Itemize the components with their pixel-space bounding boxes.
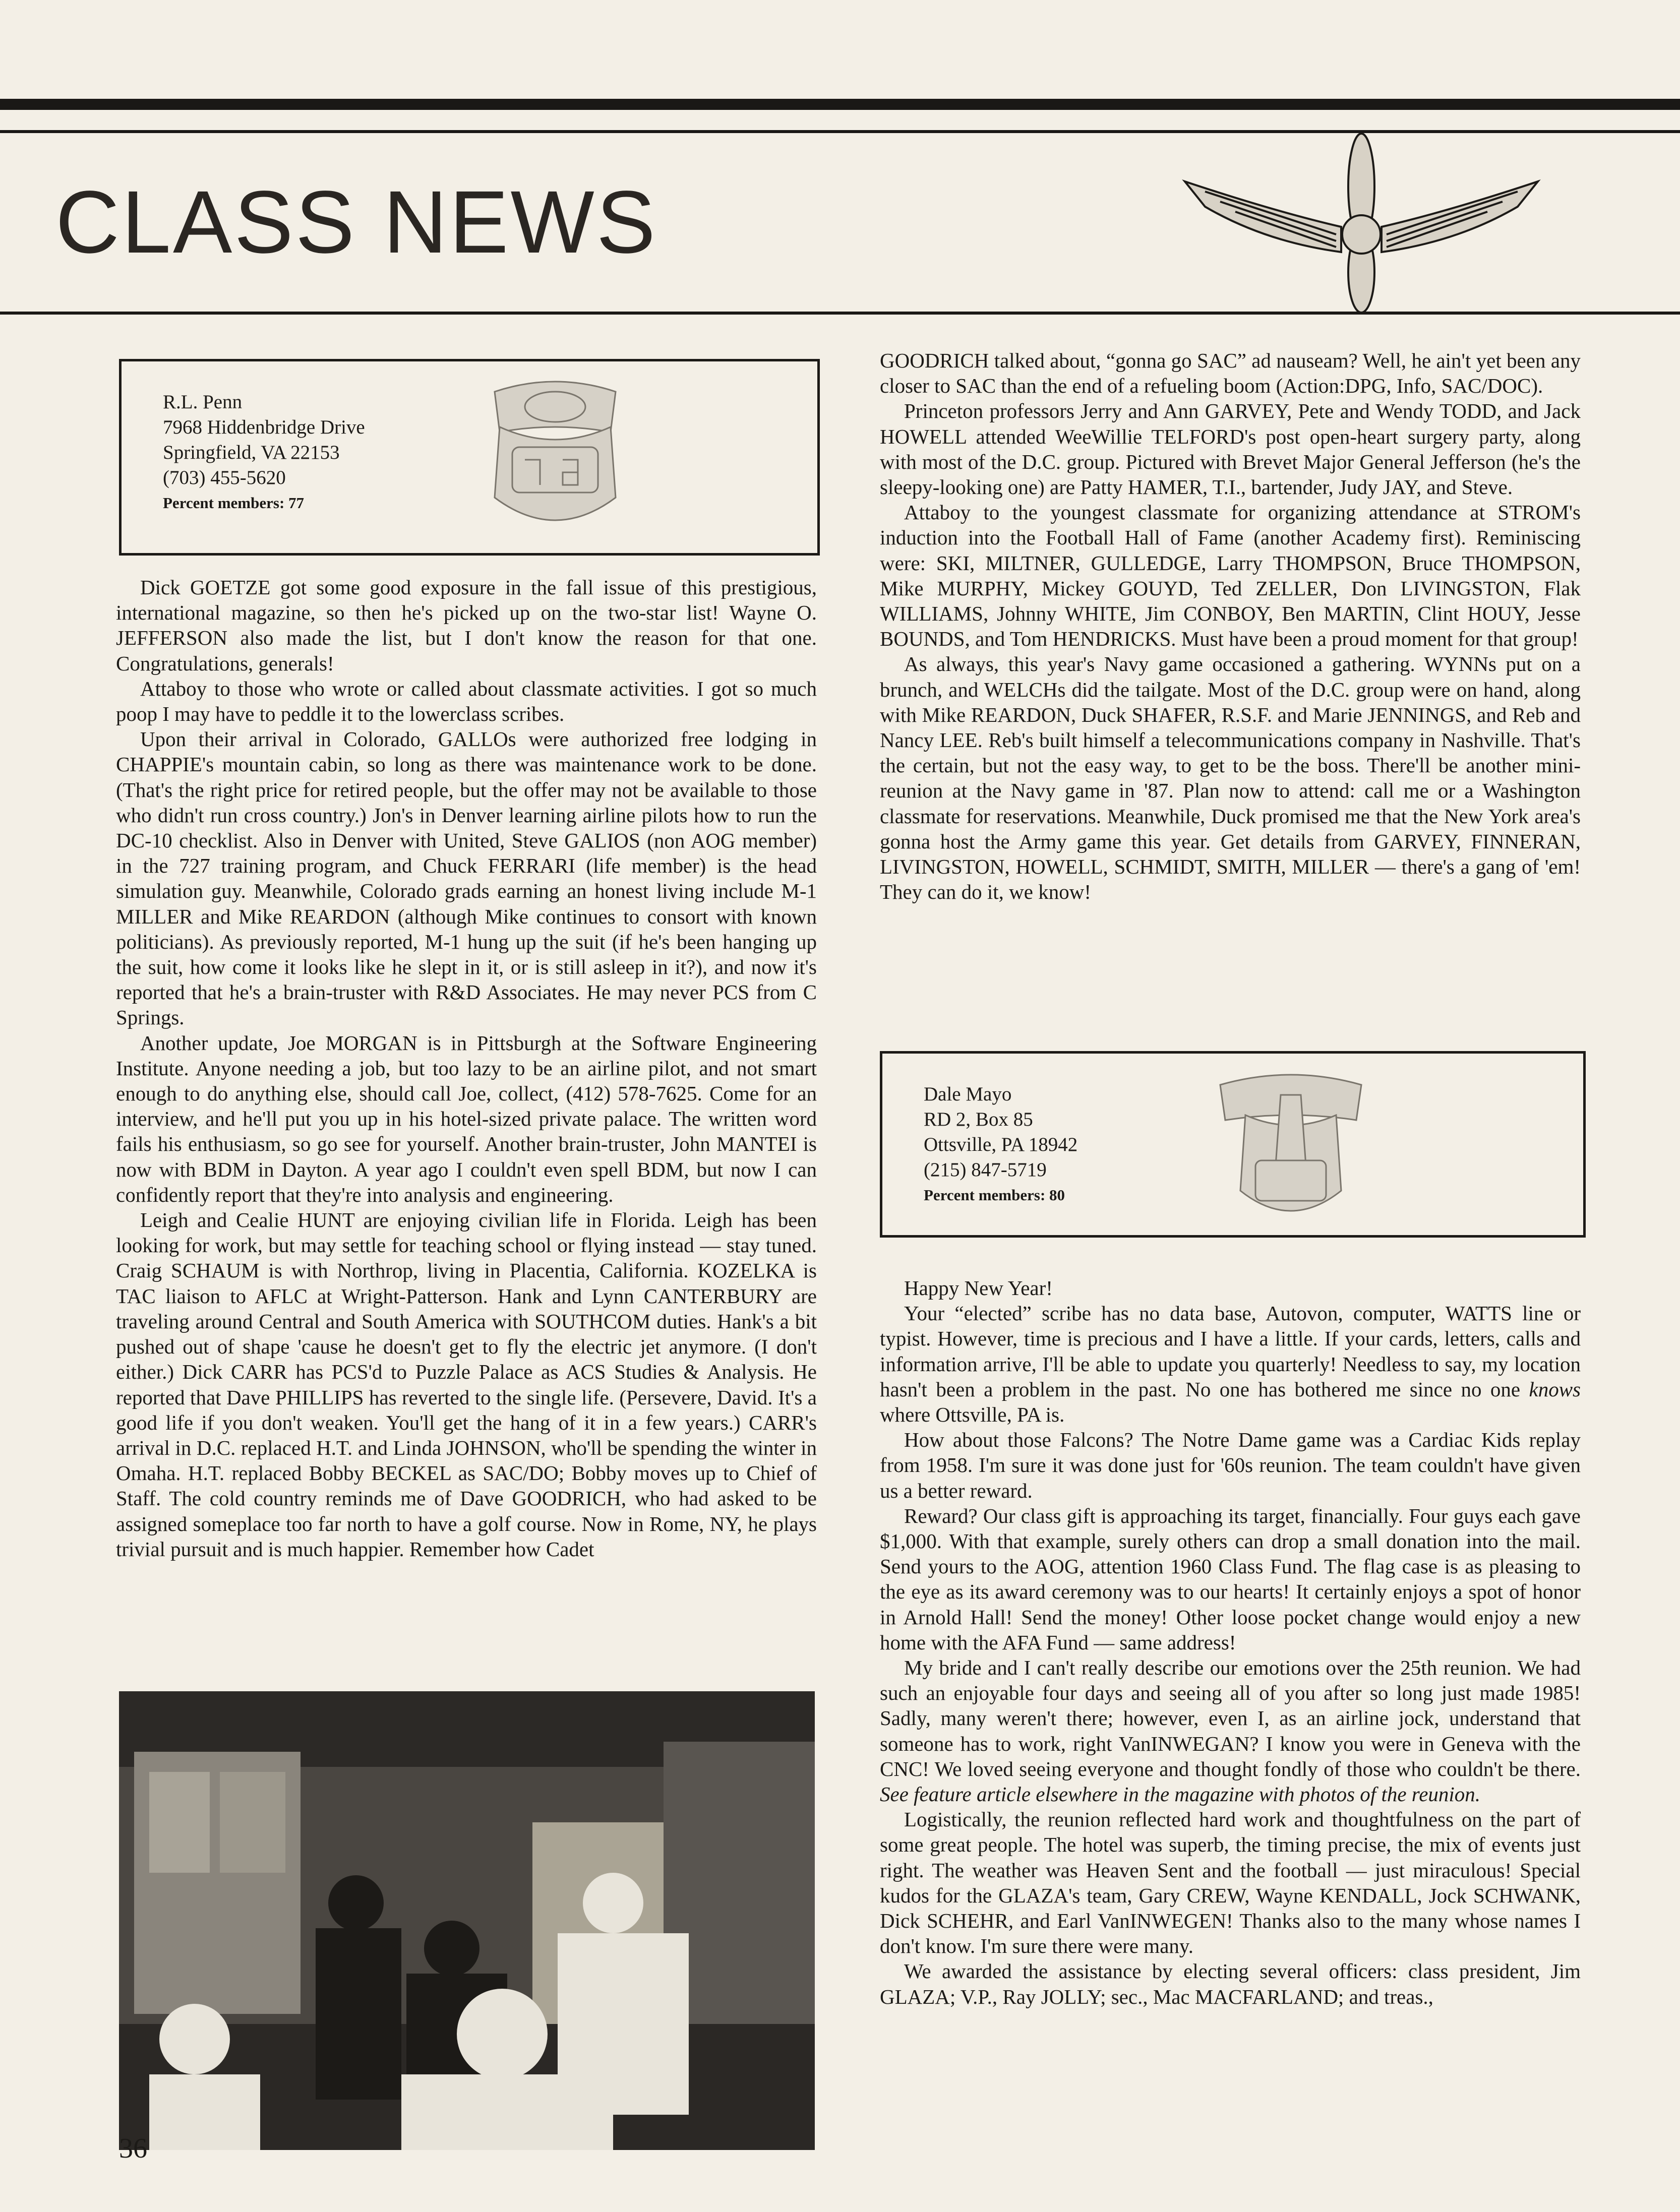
paragraph: Dick GOETZE got some good exposure in the fall issue of this prestigious, international magazine, so then he's picked up on the two-star list! Wayne O. JEFFERSON also made the list, but I don't know the reason for that one. Congratulations, generals!	[116, 576, 817, 675]
scribe-phone: (215) 847-5719	[924, 1159, 1047, 1181]
class-crest-1959-icon	[464, 372, 646, 543]
paragraph: Leigh and Cealie HUNT are enjoying civilian life in Florida. Leigh has been looking for work, but may settle for teaching school or flying instead — stay tuned. Craig SCHAUM is with Northrop, living in Placentia, California. KOZELKA is TAC liaison to AFLC at Wright-Patterson. Hank and Lynn CANTERBURY are traveling around Central and South America with SOUTHCOM duties. Hank's a bit pushed out of shape 'cause he doesn't get to fly the electric jet anymore. (I don't either.) Dick CARR has PCS'd to Puzzle Palace as ACS Studies & Analysis. He reported that Dave PHILLIPS has reverted to the single life. (Persevere, David. It's a good life if you don't weaken. You'll get the hang of it in a few years.) CARR's arrival in D.C. replaced H.T. and Linda JOHNSON, who'll be spending the winter in Omaha. H.T. replaced Bobby BECKEL as SAC/DO; Bobby moves up to Chief of Staff. The cold country reminds me of Dave GOODRICH, who had asked to be assigned someplace too far north to have a golf course. Now in Rome, NY, he plays trivial pursuit and is much happier. Remember how Cadet	[116, 1208, 817, 1561]
paragraph: As always, this year's Navy game occasioned a gathering. WYNNs put on a brunch, and WELCHs did the tailgate. Most of the D.C. group were on hand, along with Mike REARDON, Duck SHAFER, R.S.F. and Marie JENNINGS, and Reb and Nancy LEE. Reb's built himself a telecommunications company in Nashville. That's the certain, but not the easy way, to get to be the boss. There'll be another mini-reunion at the Navy game in '87. Plan now to attend: call me or a Washington classmate for reservations. Meanwhile, Duck promised me that the New York area's gonna host the Army game this year. Get details from GARVEY, FINNERAN, LIVINGSTON, HOWELL, SCHMIDT, SMITH, MILLER — there's a gang of 'em! They can do it, we know!	[880, 652, 1581, 904]
header-rule-thick	[0, 99, 1680, 110]
page-title: CLASS NEWS	[55, 173, 658, 272]
paragraph-text: where Ottsville, PA is.	[880, 1403, 1065, 1427]
air-corps-wings-icon	[1175, 126, 1548, 313]
class-1959-contact-box	[119, 359, 820, 556]
paragraph: Attaboy to those who wrote or called about classmate activities. I got so much poop I may have to peddle it to the lowerclass scribes.	[116, 677, 817, 726]
column-left	[116, 575, 817, 1562]
page-number: 36	[119, 2133, 147, 2164]
scribe-name: R.L. Penn	[163, 391, 243, 413]
class-crest-1960-icon	[1205, 1065, 1376, 1231]
paragraph: GOODRICH talked about, “gonna go SAC” ad nauseam? Well, he ain't yet been any closer to SAC than the end of a refueling boom (Action:DPG, Info, SAC/DOC).	[880, 349, 1581, 398]
paragraph: Princeton professors Jerry and Ann GARVEY, Pete and Wendy TODD, and Jack HOWELL attended WeeWillie TELFORD's post open-heart surgery party, along with most of the D.C. group. Pictured with Brevet Major General Jefferson (he's the sleepy-looking one) are Patty HAMER, T.I., bartender, Judy JAY, and Steve.	[880, 399, 1581, 499]
paragraph	[880, 1301, 1581, 1427]
class-1959-address	[163, 390, 365, 516]
emphasis: See feature article elsewhere in the magazine with photos of the reunion.	[880, 1783, 1481, 1806]
emphasis: knows	[1529, 1377, 1581, 1401]
paragraph: Upon their arrival in Colorado, GALLOs were authorized free lodging in CHAPPIE's mountain cabin, so long as there was maintenance work to be done. (That's the right price for retired people, but the offer may not be available to those who didn't run cross country.) Jon's in Denver learning airline pilots how to run the DC-10 checklist. Also in Denver with United, Steve GALIOS (non AOG member) in the 727 training program, and Chuck FERRARI (life member) is the head simulation guy. Meanwhile, Colorado grads earning an honest living include M-1 MILLER and Mike REARDON (although Mike continues to consort with known politicians). As previously reported, M-1 hung up the suit (if he's been hanging up the suit, how come it looks like he slept in it, or is still asleep in it?), and now it's reported that he's a brain-truster with R&D Associates. He may never PCS from C Springs.	[116, 727, 817, 1029]
paragraph: Logistically, the reunion reflected hard work and thoughtfulness on the part of some great people. The hotel was superb, the timing precise, the mix of events just right. The weather was Heaven Sent and the football — just miraculous! Special kudos for the GLAZA's team, Gary CREW, Wayne KENDALL, Jock SCHWANK, Dick SCHEHR, and Earl VanINWEGEN! Thanks also to the many whose names I don't know. I'm sure there were many.	[880, 1808, 1581, 1958]
percent-members: Percent members: 77	[163, 494, 305, 512]
paragraph	[880, 1655, 1581, 1807]
scribe-street: 7968 Hiddenbridge Drive	[163, 416, 365, 438]
scribe-street: RD 2, Box 85	[924, 1109, 1033, 1130]
class-1960-contact-box	[880, 1051, 1586, 1238]
scribe-phone: (703) 455-5620	[163, 467, 286, 488]
paragraph-text: Your “elected” scribe has no data base, Autovon, computer, WATTS line or typist. However, time is precious and I have a little. If your cards, letters, calls and information arrive, I'll be able to update you quarterly! Needless to say, my location hasn't been a problem in the past. No one has bothered me since no one	[880, 1302, 1581, 1401]
scribe-city: Springfield, VA 22153	[163, 442, 340, 463]
party-photo	[119, 1691, 815, 2150]
paragraph: How about those Falcons? The Notre Dame game was a Cardiac Kids replay from 1958. I'm sure it was done just for '60s reunion. The team couldn't have given us a better reward.	[880, 1428, 1581, 1502]
paragraph: Happy New Year!	[904, 1276, 1053, 1300]
column-right-bottom	[880, 1275, 1581, 2009]
paragraph: Reward? Our class gift is approaching its target, financially. Four guys each gave $1,000. With that example, surely others can drop a small donation into the mail. Send yours to the AOG, attention 1960 Class Fund. The flag case is as pleasing to the eye as its award ceremony was to our hearts! It certainly enjoys a spot of honor in Arnold Hall! Send the money! Other loose pocket change would enjoy a new home with the AFA Fund — same address!	[880, 1504, 1581, 1654]
paragraph-text: My bride and I can't really describe our emotions over the 25th reunion. We had such an enjoyable four days and seeing all of you after so long just made 1985! Sadly, many weren't there; however, even I, as an airline jock, understand that someone has to work, right VanINWEGAN? I know you were in Geneva with the CNC! We loved seeing everyone and thought fondly of those who couldn't be there.	[880, 1656, 1581, 1780]
paragraph: We awarded the assistance by electing several officers: class president, Jim GLAZA; V.P., Ray JOLLY; sec., Mac MACFARLAND; and treas.,	[880, 1959, 1581, 2008]
paragraph: Attaboy to the youngest classmate for organizing attendance at STROM's induction into the Football Hall of Fame (another Academy first). Reminiscing were: SKI, MILTNER, GULLEDGE, Larry THOMPSON, Bruce THOMPSON, Mike MURPHY, Mickey GOUYD, Ted ZELLER, Don LIVINGSTON, Flak WILLIAMS, Johnny WHITE, Jim CONBOY, Ben MARTIN, Clint HOUY, Jesse BOUNDS, and Tom HENDRICKS. Must have been a proud moment for that group!	[880, 501, 1581, 651]
class-1960-address	[924, 1082, 1077, 1208]
percent-members: Percent members: 80	[924, 1186, 1065, 1204]
paragraph: Another update, Joe MORGAN is in Pittsburgh at the Software Engineering Institute. Anyone needing a job, but too lazy to be an airline pilot, and not smart enough to do anything else, should call Joe, collect, (412) 578-7625. Come for an interview, and he'll put you up in his hotel-sized private palace. The written word fails his enthusiasm, so go see for yourself. Another brain-truster, John MANTEI is now with BDM in Dayton. A year ago I couldn't even spell BDM, but now I can confidently report that they're into analysis and engineering.	[116, 1031, 817, 1206]
scribe-name: Dale Mayo	[924, 1083, 1012, 1105]
column-right-top	[880, 348, 1581, 904]
header-rule-bottom	[0, 312, 1680, 315]
scribe-city: Ottsville, PA 18942	[924, 1134, 1078, 1155]
